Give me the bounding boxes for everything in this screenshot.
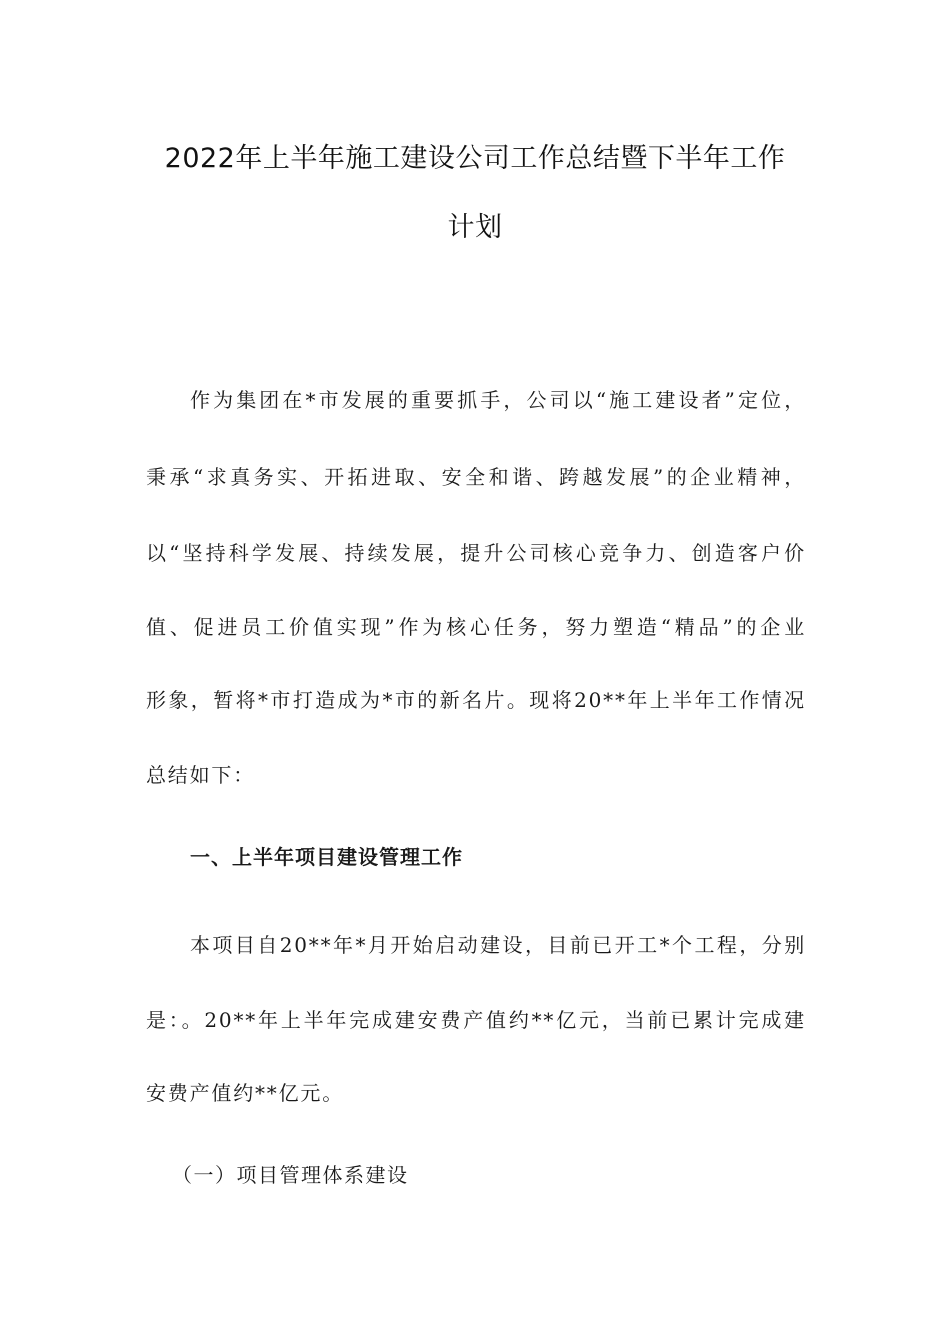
document-title-line-2: 计划 xyxy=(447,212,503,243)
section-heading: 一、上半年项目建设管理工作 xyxy=(190,845,463,869)
section-body-line-3: 安费产值约**亿元。 xyxy=(146,1081,344,1105)
subsection-heading: （一）项目管理体系建设 xyxy=(172,1163,409,1187)
intro-paragraph-line-5: 形象，暂将*市打造成为*市的新名片。现将20**年上半年工作情况 xyxy=(146,688,806,712)
intro-paragraph-line-4: 值、促进员工价值实现”作为核心任务，努力塑造“精品”的企业 xyxy=(146,615,806,639)
section-body-line-2: 是：。20**年上半年完成建安费产值约**亿元，当前已累计完成建 xyxy=(146,1008,806,1032)
section-body-line-1: 本项目自20**年*月开始启动建设，目前已开工*个工程，分别 xyxy=(190,933,806,957)
intro-paragraph-line-6: 总结如下： xyxy=(146,763,255,787)
intro-paragraph-line-3: 以“坚持科学发展、持续发展，提升公司核心竞争力、创造客户价 xyxy=(146,541,806,565)
intro-paragraph-line-2: 秉承“求真务实、开拓进取、安全和谐、跨越发展”的企业精神， xyxy=(146,465,806,489)
intro-paragraph-line-1: 作为集团在*市发展的重要抓手，公司以“施工建设者”定位， xyxy=(190,388,806,412)
document-title-line-1: 2022年上半年施工建设公司工作总结暨下半年工作 xyxy=(164,143,786,174)
